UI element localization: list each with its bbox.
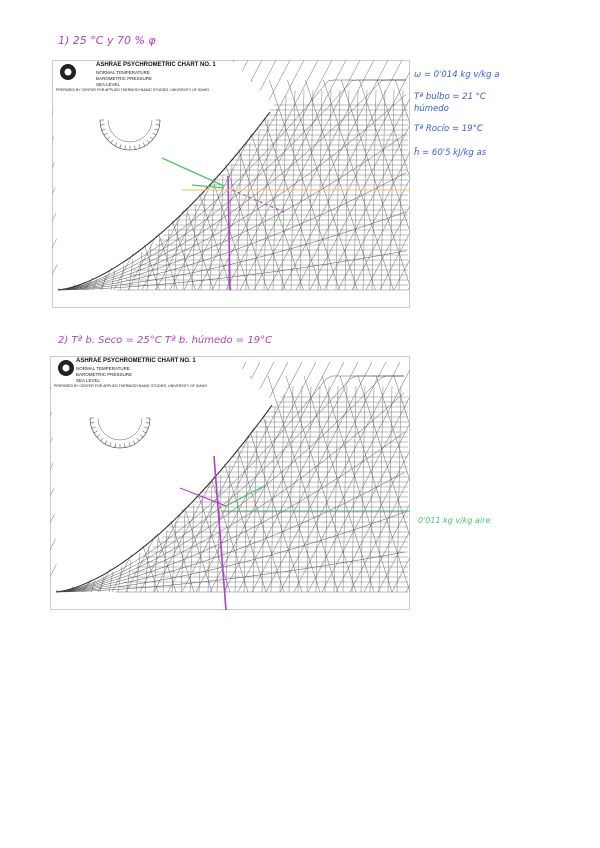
chart-1-title: ASHRAE PSYCHROMETRIC CHART NO. 1 xyxy=(96,62,216,68)
chart-2-lines xyxy=(50,356,410,610)
dry-bulb-line xyxy=(271,407,275,592)
dry-bulb-line xyxy=(163,530,167,592)
chart-1-copyright: PREPARED BY CENTER FOR APPLIED THERMODYNAMIC STUDIES, UNIVERSITY OF IDAHO xyxy=(56,88,209,92)
chart-1-line2: BAROMETRIC PRESSURE xyxy=(96,76,153,81)
answer-omega: ω = 0'014 kg v/kg a xyxy=(414,70,500,80)
annotation-line-green xyxy=(226,486,264,506)
psychrometric-chart-2 xyxy=(50,356,410,610)
chart-2-line1: NORMAL TEMPERATURE xyxy=(76,366,130,371)
problem1-heading: 1) 25 °C y 70 % φ xyxy=(58,34,156,47)
volume-line xyxy=(394,376,410,592)
chart-2-line2: BAROMETRIC PRESSURE xyxy=(76,372,133,377)
dry-bulb-line xyxy=(165,230,169,290)
volume-line xyxy=(286,376,356,592)
volume-line xyxy=(322,376,392,592)
answer-humidity-ratio: 0'011 kg v/kg aire xyxy=(418,516,491,525)
dry-bulb-line xyxy=(210,185,214,290)
answer-dew-point: Tª Rocío = 19°C xyxy=(414,124,483,134)
ashrae-logo-center xyxy=(65,69,72,76)
dry-bulb-line xyxy=(190,504,194,592)
wet-bulb-annotation-line xyxy=(228,176,230,290)
chart-1-line3: SEA LEVEL xyxy=(96,82,121,87)
dry-bulb-line xyxy=(237,154,241,290)
volume-line xyxy=(268,376,338,592)
ashrae-logo-center xyxy=(63,365,70,372)
answer-wet-bulb: Tª bulbo = 21 °C xyxy=(414,92,486,102)
chart-1-line1: NORMAL TEMPERATURE xyxy=(96,70,150,75)
chart-2-line3: SEA LEVEL xyxy=(76,378,101,383)
chart-mask xyxy=(50,356,273,590)
psychrometric-chart-1 xyxy=(52,60,410,308)
chart-1-lines xyxy=(52,60,410,308)
dry-bulb-line xyxy=(235,453,239,592)
answer-wet-bulb-2: húmedo xyxy=(414,104,449,114)
volume-line xyxy=(358,376,410,592)
answer-enthalpy: h̄ = 60'5 kJ/kg as xyxy=(414,148,487,158)
dry-bulb-line xyxy=(199,495,203,592)
chart-2-copyright: PREPARED BY CENTER FOR APPLIED THERMODYNAMIC STUDIES, UNIVERSITY OF IDAHO xyxy=(54,384,207,388)
chart-mask xyxy=(52,60,274,288)
dry-bulb-line xyxy=(183,213,187,290)
dry-bulb-line xyxy=(181,513,185,592)
problem2-heading: 2) Tª b. Seco = 25°C Tª b. húmedo = 19°C xyxy=(58,335,273,346)
chart-2-title: ASHRAE PSYCHROMETRIC CHART NO. 1 xyxy=(76,358,196,364)
